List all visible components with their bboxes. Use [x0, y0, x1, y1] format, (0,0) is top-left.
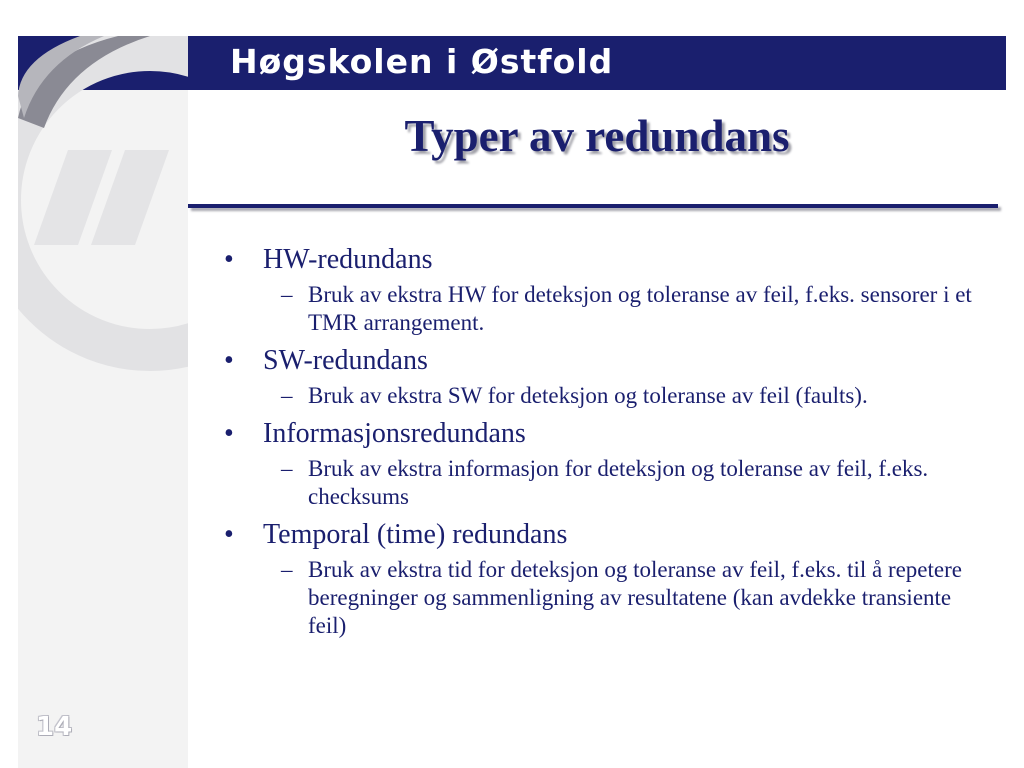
sub-bullet-text: Bruk av ekstra tid for deteksjon og toleranse av feil, f.eks. til å repetere beregninger og sammenligning av resultatene (kan avdekke transiente feil)	[308, 557, 962, 638]
sub-bullet-marker: –	[281, 282, 293, 307]
bullet-marker: •	[224, 418, 234, 449]
bullet-text: HW-redundans	[263, 244, 433, 275]
sub-bullet-text: Bruk av ekstra HW for deteksjon og toleranse av feil, f.eks. sensorer i et TMR arrangement.	[308, 282, 972, 335]
sub-bullet-marker: –	[281, 456, 293, 481]
sub-bullet-text: Bruk av ekstra informasjon for deteksjon og toleranse av feil, f.eks. checksums	[308, 456, 929, 509]
bullet-item	[224, 344, 994, 378]
bullet-item	[224, 518, 994, 552]
institution-name: Høgskolen i Østfold	[230, 42, 614, 81]
sub-bullet-marker: –	[281, 383, 293, 408]
sub-bullet-marker: –	[281, 557, 293, 582]
bullet-text: SW-redundans	[263, 345, 428, 376]
bullet-marker: •	[224, 519, 234, 550]
bullet-item	[224, 417, 994, 451]
college-logo-icon	[0, 0, 230, 400]
page-number: 14	[36, 712, 73, 742]
bullet-text: Temporal (time) redundans	[263, 519, 568, 550]
sub-bullet-text: Bruk av ekstra SW for deteksjon og toleranse av feil (faults).	[308, 383, 868, 408]
slide-title: Typer av redundans	[404, 111, 790, 161]
bullet-item	[224, 243, 994, 277]
bullet-text: Informasjonsredundans	[263, 418, 526, 449]
sub-bullet-item	[224, 556, 994, 640]
title-divider	[188, 204, 998, 208]
sub-bullet-item	[224, 455, 994, 511]
bullet-marker: •	[224, 244, 234, 275]
sub-bullet-item	[224, 281, 994, 337]
sub-bullet-item	[224, 382, 994, 410]
bullet-marker: •	[224, 345, 234, 376]
bullet-list	[224, 236, 994, 640]
